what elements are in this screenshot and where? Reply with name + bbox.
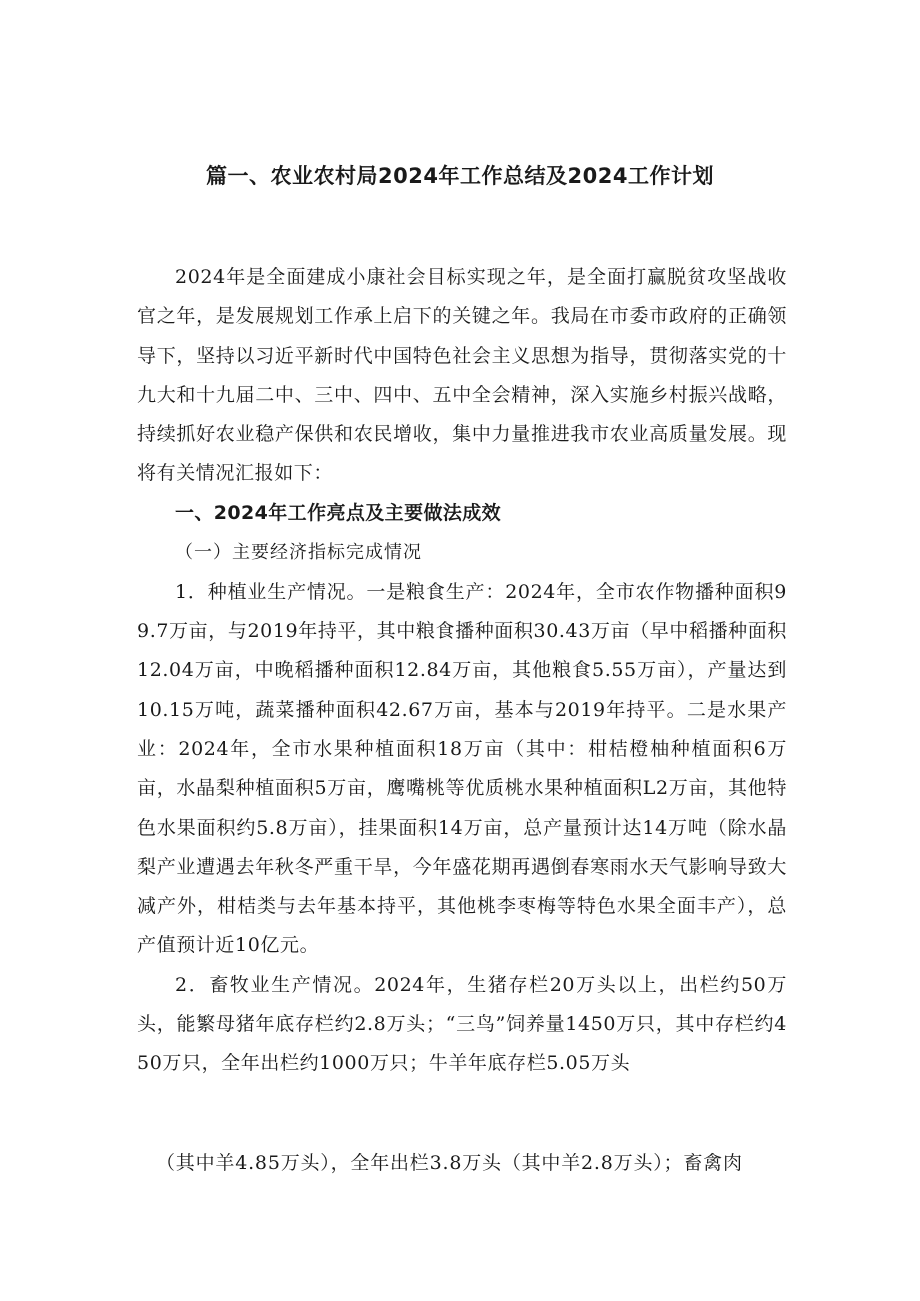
intro-paragraph: 2024年是全面建成小康社会目标实现之年，是全面打赢脱贫攻坚战收官之年，是发展规划工作承上启下的关键之年。我局在市委市政府的正确领导下，坚持以习近平新时代中国特色社会主义思想为指导，贯彻落实党的十九大和十九届二中、三中、四中、五中全会精神，深入实施乡村振兴战略，持续抓好农业稳产保供和农民增收，集中力量推进我市农业高质量发展。现将有关情况汇报如下： (137, 266, 787, 485)
document-body (137, 258, 787, 1084)
livestock-paragraph-continued: （其中羊4.85万头），全年出栏3.8万头（其中羊2.8万头）；畜禽肉 (156, 1152, 743, 1174)
section-heading: 一、2024年工作亮点及主要做法成效 (175, 501, 502, 524)
livestock-paragraph: 2．畜牧业生产情况。2024年，生猪存栏20万头以上，出栏约50万头，能繁母猪年底存栏约2.8万头；“三鸟”饲养量1450万只，其中存栏约450万只，全年出栏约1000万只；牛羊年底存栏5.05万头 (137, 973, 787, 1075)
planting-paragraph: 1．种植业生产情况。一是粮食生产：2024年，全市农作物播种面积99.7万亩，与2019年持平，其中粮食播种面积30.43万亩（早中稻播种面积12.04万亩，中晚稻播种面积12.84万亩，其他粮食5.55万亩），产量达到10.15万吨，蔬菜播种面积42.67万亩，基本与2019年持平。二是水果产业：2024年，全市水果种植面积18万亩（其中：柑桔橙柚种植面积6万亩，水晶梨种植面积5万亩，鹰嘴桃等优质桃水果种植面积L2万亩，其他特色水果面积约5.8万亩），挂果面积14万亩，总产量预计达14万吨（除水晶梨产业遭遇去年秋冬严重干旱，今年盛花期再遇倒春寒雨水天气影响导致大减产外，柑桔类与去年基本持平，其他桃李枣梅等特色水果全面丰产），总产值预计近10亿元。 (137, 580, 787, 957)
subsection-heading: （一）主要经济指标完成情况 (175, 541, 422, 563)
document-title: 篇一、农业农村局2024年工作总结及2024工作计划 (206, 164, 714, 188)
